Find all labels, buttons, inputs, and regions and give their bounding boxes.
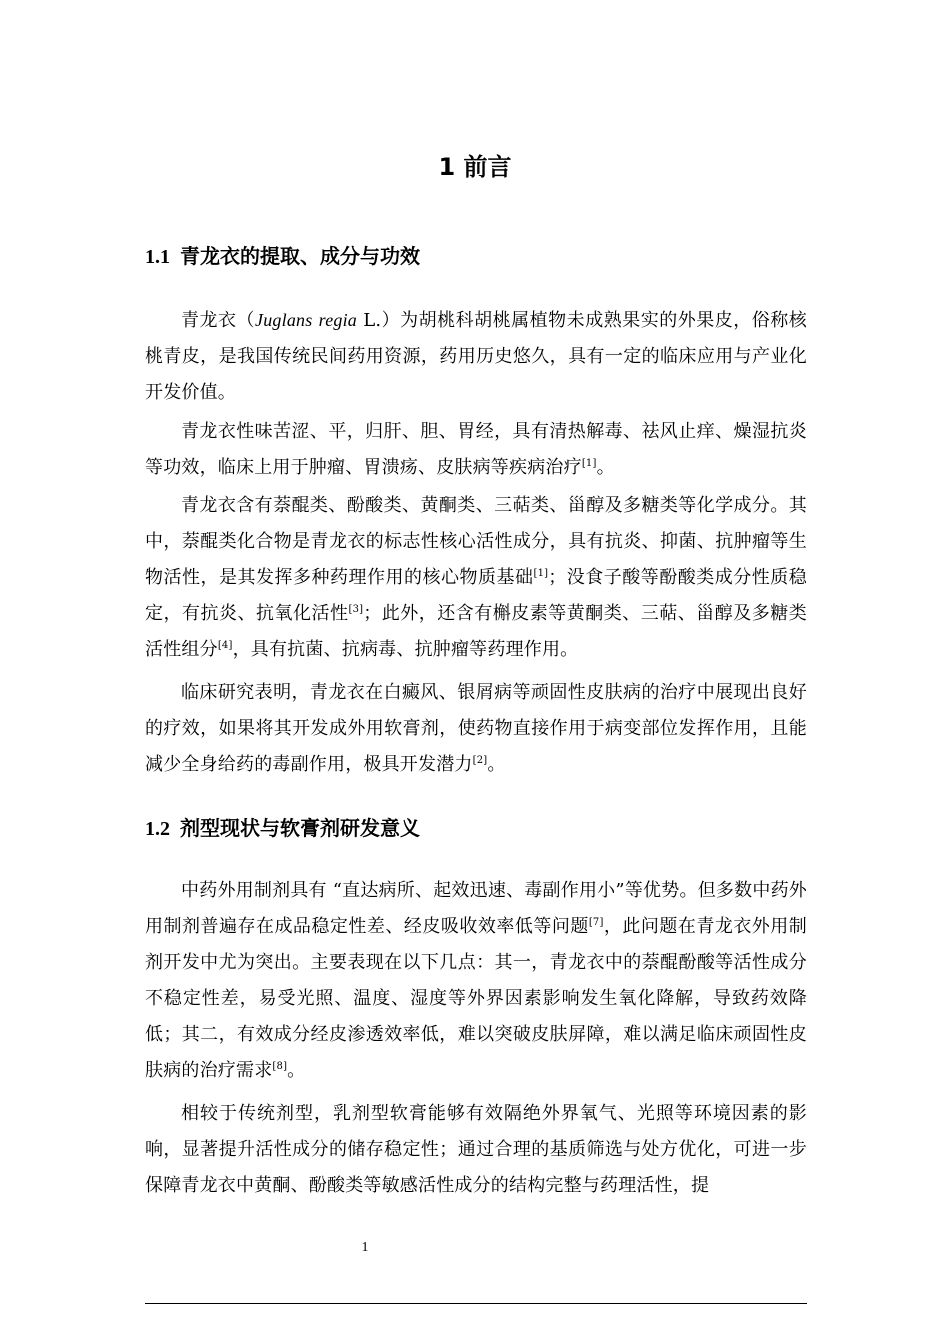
text-run: ；此外，还含有槲皮素等黄酮类、三萜、甾醇及多糖类活性组分 — [145, 603, 807, 660]
footer-divider — [145, 1303, 807, 1304]
citation: [7] — [588, 917, 604, 928]
text-run: 相较于传统剂型，乳剂型软膏能够有效隔绝外界氧气、光照等环境因素的影响，显著提升活性成分的储存稳定性；通过合理的基质筛选与处方优化，可进一步保障青龙衣中黄酮、酚酸类等敏感活性成分的结构完整与药理活性，提 — [145, 1103, 807, 1196]
page-number: 1 — [361, 1240, 369, 1255]
section-heading-1-1 — [145, 241, 420, 272]
section-title: 青龙衣的提取、成分与功效 — [180, 244, 420, 268]
text-run: L.）为胡桃科胡桃属植物未成熟果实的外果皮，俗称核桃青皮，是我国传统民间药用资源，药用历史悠久，具有一定的临床应用与产业化开发价值。 — [145, 310, 807, 403]
paragraph-2 — [145, 414, 807, 486]
text-run: ；没食子酸等酚酸类成分性质稳定，有抗炎、抗氧化活性 — [145, 567, 807, 624]
text-run: 青龙衣性味苦涩、平，归肝、胆、胃经，具有清热解毒、祛风止痒、燥湿抗炎等功效，临床上用于肿瘤、胃溃疡、皮肤病等疾病治疗 — [145, 421, 807, 478]
text-run: 中药外用制剂具有 “直达病所、起效迅速、毒副作用小”等优势。但多数中药外用制剂普遍存在成品稳定性差、经皮吸收效率低等问题 — [145, 880, 807, 937]
text-run: ，具有抗菌、抗病毒、抗肿瘤等药理作用。 — [232, 639, 579, 660]
text-run: 临床研究表明，青龙衣在白癜风、银屑病等顽固性皮肤病的治疗中展现出良好的疗效，如果将其开发成外用软膏剂，使药物直接作用于病变部位发挥作用，且能减少全身给药的毒副作用，极具开发潜力 — [145, 682, 807, 775]
text-run: ，此问题在青龙衣外用制剂开发中尤为突出。主要表现在以下几点：其一，青龙衣中的萘醌酚酸等活性成分不稳定性差，易受光照、温度、湿度等外界因素影响发生氧化降解，导致药效降低；其二，有效成分经皮渗透效率低，难以突破皮肤屏障，难以满足临床顽固性皮肤病的治疗需求 — [145, 916, 807, 1081]
chapter-title: 1 前言 — [438, 153, 512, 181]
section-number: 1.1 — [145, 246, 170, 268]
citation: [8] — [272, 1061, 288, 1072]
latin-genus: Juglans — [255, 310, 313, 330]
text-run: 青龙衣含有萘醌类、酚酸类、黄酮类、三萜类、甾醇及多糖类等化学成分。其中，萘醌类化合物是青龙衣的标志性核心活性成分，具有抗炎、抑菌、抗肿瘤等生物活性，是其发挥多种药理作用的核心物质基础 — [145, 495, 807, 588]
citation: [2] — [472, 755, 488, 766]
paragraph-5 — [145, 873, 807, 1089]
citation: [3] — [348, 604, 364, 615]
citation: [1] — [533, 568, 549, 579]
paragraph-4 — [145, 675, 807, 783]
citation: [4] — [217, 640, 233, 651]
paragraph-3 — [145, 488, 807, 668]
latin-species: regia — [318, 310, 357, 330]
text-run: 。 — [487, 754, 506, 775]
section-heading-1-2 — [145, 813, 420, 844]
paragraph-1 — [145, 302, 807, 411]
text-run: 。 — [596, 457, 615, 478]
citation: [1] — [581, 458, 597, 469]
text-run: 。 — [287, 1060, 306, 1081]
paragraph-6 — [145, 1096, 807, 1204]
section-number: 1.2 — [145, 818, 170, 840]
text-run: 青龙衣（ — [181, 310, 256, 331]
section-title: 剂型现状与软膏剂研发意义 — [180, 816, 420, 840]
